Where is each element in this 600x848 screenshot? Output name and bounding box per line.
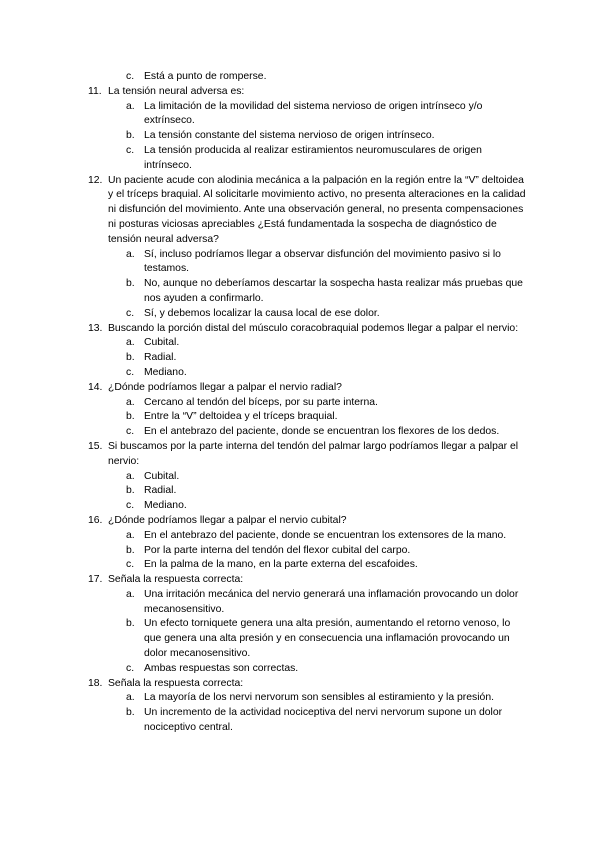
option-text: Un efecto torniquete genera una alta presión, aumentando el retorno venoso, lo que genera una alta presión y en consecuencia una inflamación provocando un dolor mecanosensitivo.: [144, 618, 511, 660]
option-item: [88, 396, 528, 411]
option-letter: a.: [126, 100, 135, 112]
question-number: 17.: [88, 574, 103, 586]
option-text: En el antebrazo del paciente, donde se encuentran los flexores de los dedos.: [144, 426, 500, 438]
option-letter: b.: [126, 544, 135, 556]
option-letter: b.: [126, 485, 135, 497]
option-list: [88, 470, 528, 514]
option-list: [88, 529, 528, 573]
question-text: Buscando la porción distal del músculo coracobraquial podemos llegar a palpar el nervio:: [108, 322, 519, 334]
question-number: 12.: [88, 174, 103, 186]
option-letter: b.: [126, 352, 135, 364]
option-item: [88, 336, 528, 351]
option-letter: c.: [126, 662, 135, 674]
question-text: ¿Dónde podríamos llegar a palpar el nervio cubital?: [108, 514, 347, 526]
question-item: [88, 322, 528, 337]
question-item: [88, 174, 528, 248]
option-letter: c.: [126, 307, 135, 319]
option-letter: a.: [126, 248, 135, 260]
option-text: La tensión constante del sistema nervioso de origen intrínseco.: [144, 130, 435, 142]
option-item: [88, 529, 528, 544]
option-text: Radial.: [144, 485, 177, 497]
question-number: 18.: [88, 677, 103, 689]
option-item: [88, 144, 528, 174]
option-text: Mediano.: [144, 500, 187, 512]
question-item: [88, 440, 528, 470]
question-text: Un paciente acude con alodinia mecánica a la palpación en la región entre la “V” deltoidea y el tríceps braquial. Al solicitarle movimiento activo, no presenta alteraciones en la calidad ni disfunción del movimiento. Ante una observación general, no presenta compensaciones ni posturas viciosas apreciables ¿Está fundamentada la sospecha de diagnóstico de tensión neural adversa?: [108, 174, 526, 245]
option-text: La mayoría de los nervi nervorum son sensibles al estiramiento y la presión.: [144, 692, 494, 704]
option-item: [88, 499, 528, 514]
option-item: [88, 662, 528, 677]
option-list: [88, 396, 528, 440]
question-number: 11.: [88, 85, 102, 97]
question-number: 13.: [88, 322, 103, 334]
option-item: [88, 248, 528, 278]
option-list: [88, 691, 528, 735]
option-letter: a.: [126, 337, 135, 349]
option-item: [88, 351, 528, 366]
option-item: [88, 100, 528, 130]
option-text: Ambas respuestas son correctas.: [144, 662, 299, 674]
option-letter: c.: [126, 366, 135, 378]
option-text: Mediano.: [144, 366, 187, 378]
option-letter: c.: [126, 426, 135, 438]
option-letter: a.: [126, 692, 135, 704]
question-item: [88, 85, 528, 100]
question-item: [88, 573, 528, 588]
option-item: [88, 558, 528, 573]
question-text: Si buscamos por la parte interna del tendón del palmar largo podríamos llegar a palpar el nervio:: [108, 440, 519, 467]
option-text: La limitación de la movilidad del sistema nervioso de origen intrínseco y/o extrínseco.: [144, 100, 483, 127]
option-item: [88, 425, 528, 440]
option-list: [88, 100, 528, 174]
option-letter: a.: [126, 396, 135, 408]
option-item: [88, 277, 528, 307]
option-text: En la palma de la mano, en la parte externa del escafoides.: [144, 559, 418, 571]
continued-option: [88, 70, 528, 85]
option-letter: a.: [126, 529, 135, 541]
question-text: La tensión neural adversa es:: [108, 85, 245, 97]
option-item: [88, 691, 528, 706]
option-letter: b.: [126, 411, 135, 423]
option-item: [88, 484, 528, 499]
option-letter: b.: [126, 618, 135, 630]
option-text: Está a punto de romperse.: [144, 71, 267, 82]
question-text: Señala la respuesta correcta:: [108, 677, 244, 689]
option-list: [88, 248, 528, 322]
question-number: 14.: [88, 381, 103, 393]
option-item: [88, 588, 528, 618]
option-text: Por la parte interna del tendón del flexor cubital del carpo.: [144, 544, 411, 556]
option-text: No, aunque no deberíamos descartar la sospecha hasta realizar más pruebas que nos ayuden a confirmarlo.: [144, 278, 523, 304]
option-text: Sí, y debemos localizar la causa local de ese dolor.: [144, 307, 380, 319]
question-item: [88, 381, 528, 396]
option-text: La tensión producida al realizar estiramientos neuromusculares de origen intrínseco.: [144, 144, 482, 171]
option-text: Cubital.: [144, 470, 180, 482]
option-letter: b.: [126, 130, 135, 142]
question-text: Señala la respuesta correcta:: [108, 574, 244, 586]
option-text: Un incremento de la actividad nociceptiva del nervi nervorum supone un dolor nociceptivo central.: [144, 707, 503, 734]
question-number: 16.: [88, 514, 103, 526]
option-text: Cercano al tendón del bíceps, por su parte interna.: [144, 396, 378, 408]
question-list: [88, 85, 528, 736]
option-text: Una irritación mecánica del nervio generará una inflamación provocando un dolor mecanosensitivo.: [144, 588, 519, 615]
option-letter: c.: [126, 71, 135, 82]
option-letter: b.: [126, 707, 135, 719]
option-item: [88, 706, 528, 736]
question-item: [88, 677, 528, 692]
option-item: [88, 410, 528, 425]
option-item: [88, 129, 528, 144]
option-text: Cubital.: [144, 337, 180, 349]
option-letter: c.: [126, 559, 135, 571]
option-letter: c.: [126, 144, 135, 156]
option-letter: c.: [126, 500, 135, 512]
option-item: [88, 544, 528, 559]
option-text: Sí, incluso podríamos llegar a observar disfunción del movimiento pasivo si lo testamos.: [144, 248, 501, 275]
option-text: En el antebrazo del paciente, donde se encuentran los extensores de la mano.: [144, 529, 507, 541]
option-letter: b.: [126, 278, 135, 290]
option-item: [88, 617, 528, 661]
question-text: ¿Dónde podríamos llegar a palpar el nervio radial?: [108, 381, 342, 393]
option-text: Entre la “V” deltoidea y el tríceps braquial.: [144, 411, 338, 423]
option-item: [88, 366, 528, 381]
option-list: [88, 336, 528, 380]
option-letter: a.: [126, 470, 135, 482]
option-item: [88, 307, 528, 322]
question-number: 15.: [88, 440, 103, 452]
option-letter: a.: [126, 588, 135, 600]
question-item: [88, 514, 528, 529]
option-item: [88, 470, 528, 485]
option-text: Radial.: [144, 352, 177, 364]
option-list: [88, 588, 528, 677]
